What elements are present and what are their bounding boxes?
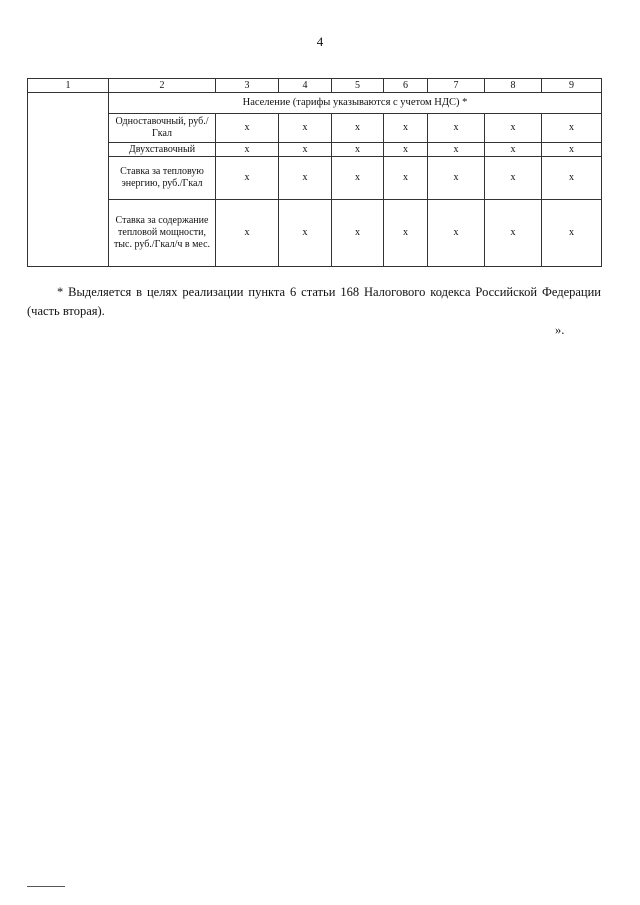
table-cell: х bbox=[485, 157, 542, 200]
table-cell: х bbox=[384, 157, 428, 200]
table-cell: х bbox=[542, 200, 602, 267]
table-cell: х bbox=[279, 114, 332, 143]
table-cell: х bbox=[332, 200, 384, 267]
column-header: 5 bbox=[332, 79, 384, 93]
column-header: 1 bbox=[28, 79, 109, 93]
page-number: 4 bbox=[316, 34, 324, 49]
table-row bbox=[28, 143, 602, 157]
table-cell: х bbox=[216, 157, 279, 200]
row-label: Двухставочный bbox=[109, 143, 216, 157]
table-cell: х bbox=[428, 114, 485, 143]
table-cell: х bbox=[428, 200, 485, 267]
table-row bbox=[28, 157, 602, 200]
table-cell: х bbox=[216, 200, 279, 267]
table-cell: х bbox=[485, 143, 542, 157]
column-header: 8 bbox=[485, 79, 542, 93]
table-row bbox=[28, 200, 602, 267]
table-cell: х bbox=[384, 200, 428, 267]
table-cell: х bbox=[279, 143, 332, 157]
table-cell: х bbox=[542, 143, 602, 157]
footer-divider bbox=[27, 886, 65, 887]
footnote: * Выделяется в целях реализации пункта 6 статьи 168 Налогового кодекса Российской Федерации (часть вторая). bbox=[27, 285, 601, 318]
table-cell: х bbox=[384, 143, 428, 157]
table-cell: х bbox=[216, 143, 279, 157]
table-cell: х bbox=[485, 114, 542, 143]
table-cell: х bbox=[485, 200, 542, 267]
row-label: Ставка за тепловую энергию, руб./Гкал bbox=[109, 157, 216, 200]
table-row bbox=[28, 114, 602, 143]
table-cell: х bbox=[428, 143, 485, 157]
column-header: 7 bbox=[428, 79, 485, 93]
table-cell: х bbox=[542, 157, 602, 200]
table-cell: х bbox=[542, 114, 602, 143]
table-cell: х bbox=[279, 200, 332, 267]
row-label: Ставка за содержание тепловой мощности, тыс. руб./Гкал/ч в мес. bbox=[109, 200, 216, 267]
column-header: 3 bbox=[216, 79, 279, 93]
table-cell: х bbox=[332, 143, 384, 157]
column-header: 6 bbox=[384, 79, 428, 93]
section-title: Население (тарифы указываются с учетом НДС) * bbox=[109, 93, 602, 114]
table-cell: х bbox=[428, 157, 485, 200]
section-row bbox=[28, 93, 602, 114]
table-cell: х bbox=[332, 114, 384, 143]
column-header: 2 bbox=[109, 79, 216, 93]
table-cell: х bbox=[216, 114, 279, 143]
row-label: Одноставочный, руб./Гкал bbox=[109, 114, 216, 143]
table-header-row bbox=[28, 79, 602, 93]
table-cell: х bbox=[279, 157, 332, 200]
tariff-table bbox=[27, 78, 602, 267]
column-header: 9 bbox=[542, 79, 602, 93]
closing-quote: ». bbox=[555, 323, 565, 337]
column-header: 4 bbox=[279, 79, 332, 93]
table-cell: х bbox=[332, 157, 384, 200]
table-cell: х bbox=[384, 114, 428, 143]
empty-org-cell bbox=[28, 93, 109, 267]
